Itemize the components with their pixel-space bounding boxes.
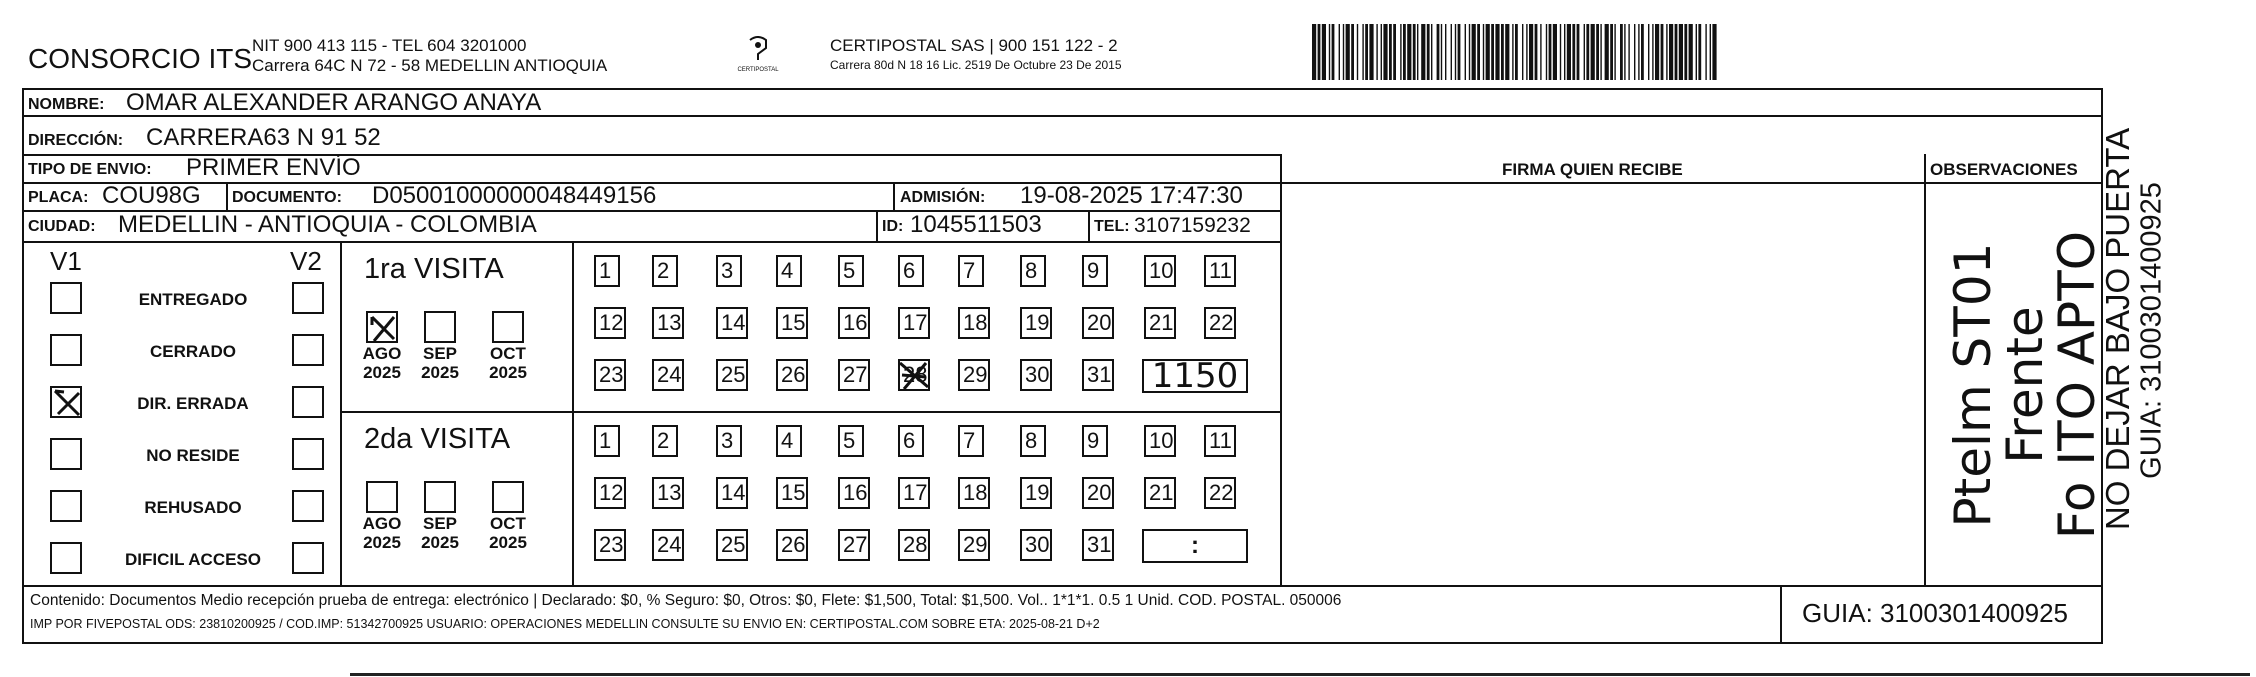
day-cell[interactable]: 16 — [838, 307, 870, 339]
v1-checkbox[interactable] — [50, 282, 82, 314]
day-cell[interactable]: 11 — [1204, 255, 1236, 287]
tipo-envio-value: PRIMER ENVÍO — [186, 154, 361, 181]
month-name: OCT — [490, 514, 526, 533]
firma-label: FIRMA QUIEN RECIBE — [1502, 160, 1683, 179]
month-checkbox[interactable] — [366, 481, 398, 513]
day-cell[interactable]: 15 — [776, 307, 808, 339]
day-cell[interactable]: 1 — [594, 255, 620, 287]
month-year: 2025 — [363, 363, 401, 382]
logo-mark-icon — [738, 36, 778, 62]
side-warning: NO DEJAR BAJO PUERTA — [2099, 127, 2136, 531]
barcode — [1312, 24, 1720, 80]
visit-title: 1ra VISITA — [364, 253, 504, 285]
check-mark-icon — [52, 388, 84, 420]
admision-label: ADMISIÓN: — [900, 189, 986, 206]
placa-label: PLACA: — [28, 189, 89, 206]
day-cell[interactable]: 22 — [1204, 307, 1236, 339]
footer-guia: GUIA: 3100301400925 — [1802, 598, 2068, 628]
observaciones-handwriting — [1928, 186, 2106, 582]
day-cell[interactable]: 14 — [716, 307, 748, 339]
direccion-value: CARRERA63 N 91 52 — [146, 124, 381, 151]
v1-checkbox[interactable] — [50, 490, 82, 522]
day-cell[interactable]: 5 — [838, 255, 864, 287]
v1-checkbox[interactable] — [50, 334, 82, 366]
day-cell[interactable]: 6 — [898, 425, 924, 457]
month-label — [488, 514, 528, 552]
day-check-mark-icon — [896, 357, 934, 398]
month-label — [362, 514, 402, 552]
day-cell[interactable]: 16 — [838, 477, 870, 509]
footer-content-line: Contenido: Documentos Medio recepción prueba de entrega: electrónico | Declarado: $0, % Seguro: $0, Otros: $0, Flete: $1,500, Total: $1,500. Vol.. 1*1*1. 0.5 1 Unid. COD. POSTAL. 050006 — [30, 592, 1342, 609]
status-option-label: REHUSADO — [144, 498, 242, 517]
visit-time-box[interactable] — [1142, 356, 1248, 396]
day-cell[interactable]: 3 — [716, 255, 742, 287]
month-checkbox[interactable] — [424, 481, 456, 513]
day-cell[interactable]: 22 — [1204, 477, 1236, 509]
day-cell[interactable]: 24 — [652, 359, 684, 391]
day-cell[interactable]: 27 — [838, 359, 870, 391]
month-name: AGO — [362, 514, 402, 533]
month-year: 2025 — [421, 533, 459, 552]
check-mark-icon — [368, 313, 400, 345]
admision-value: 19-08-2025 17:47:30 — [1020, 182, 1243, 209]
documento-label: DOCUMENTO: — [232, 189, 342, 206]
day-cell[interactable]: 12 — [594, 477, 626, 509]
v1-checkbox[interactable] — [50, 542, 82, 574]
day-cell[interactable]: 11 — [1204, 425, 1236, 457]
day-cell[interactable]: 18 — [958, 477, 990, 509]
company-name: CONSORCIO ITS — [28, 43, 253, 74]
month-label — [420, 344, 460, 382]
v2-checkbox[interactable] — [292, 490, 324, 522]
day-cell[interactable]: 5 — [838, 425, 864, 457]
day-cell[interactable]: 31 — [1082, 359, 1114, 391]
day-cell[interactable]: 17 — [898, 477, 930, 509]
logo-text: CERTIPOSTAL — [737, 67, 779, 73]
v2-checkbox[interactable] — [292, 438, 324, 470]
day-cell[interactable]: 15 — [776, 477, 808, 509]
day-cell[interactable]: 26 — [776, 359, 808, 391]
day-cell[interactable]: 28 — [898, 529, 930, 561]
day-cell[interactable]: 23 — [594, 529, 626, 561]
month-label — [420, 514, 460, 552]
id-label: ID: — [882, 218, 904, 235]
v1-label: V1 — [50, 246, 82, 276]
day-cell[interactable]: 2 — [652, 255, 678, 287]
day-cell[interactable]: 2 — [652, 425, 678, 457]
direccion-label: DIRECCIÓN: — [28, 132, 124, 149]
status-option-label: ENTREGADO — [138, 290, 248, 309]
day-cell[interactable]: 10 — [1144, 255, 1176, 287]
observaciones-label: OBSERVACIONES — [1930, 160, 2078, 179]
visit-time-box[interactable] — [1142, 529, 1248, 563]
ciudad-value: MEDELLIN - ANTIOQUIA - COLOMBIA — [118, 211, 537, 238]
tel-value: 3107159232 — [1134, 214, 1251, 237]
day-cell[interactable]: 14 — [716, 477, 748, 509]
month-year: 2025 — [363, 533, 401, 552]
day-cell[interactable]: 19 — [1020, 477, 1052, 509]
status-option-label: DIR. ERRADA — [137, 394, 249, 413]
id-value: 1045511503 — [910, 211, 1042, 238]
day-cell[interactable]: 30 — [1020, 529, 1052, 561]
day-cell[interactable]: 26 — [776, 529, 808, 561]
month-year: 2025 — [489, 533, 527, 552]
handwritten-line-1: Ptelm ST01 — [1944, 242, 2002, 528]
day-cell[interactable]: 7 — [958, 425, 984, 457]
month-checkbox[interactable] — [492, 481, 524, 513]
day-cell[interactable]: 21 — [1144, 477, 1176, 509]
day-cell[interactable]: 28 — [898, 359, 930, 391]
day-cell[interactable]: 20 — [1082, 477, 1114, 509]
v2-checkbox[interactable] — [292, 334, 324, 366]
side-guia: GUIA: 3100301400925 — [2135, 182, 2168, 479]
barcode-icon — [1312, 24, 1720, 80]
day-cell[interactable]: 4 — [776, 255, 802, 287]
month-name: OCT — [490, 344, 526, 363]
day-cell[interactable]: 17 — [898, 307, 930, 339]
documento-value: D05001000000048449156 — [372, 182, 657, 209]
company-line-1: NIT 900 413 115 - TEL 604 3201000 — [252, 36, 527, 55]
month-checkbox[interactable] — [492, 311, 524, 343]
tel-label: TEL: — [1094, 218, 1130, 235]
day-cell[interactable]: 13 — [652, 307, 684, 339]
day-cell[interactable]: 9 — [1082, 425, 1108, 457]
v2-label: V2 — [290, 246, 322, 276]
day-cell[interactable]: 21 — [1144, 307, 1176, 339]
visit-time: 1150 — [1151, 356, 1239, 396]
month-label — [488, 344, 528, 382]
day-cell[interactable]: 4 — [776, 425, 802, 457]
status-option-label: NO RESIDE — [146, 446, 240, 465]
carrier-line-2: Carrera 80d N 18 16 Lic. 2519 De Octubre 23 De 2015 — [830, 58, 1122, 72]
visit-title: 2da VISITA — [364, 423, 511, 455]
day-cell[interactable]: 18 — [958, 307, 990, 339]
day-cell[interactable]: 19 — [1020, 307, 1052, 339]
visit-time: : — [1191, 532, 1199, 559]
day-cell[interactable]: 3 — [716, 425, 742, 457]
day-cell[interactable]: 20 — [1082, 307, 1114, 339]
day-cell[interactable]: 31 — [1082, 529, 1114, 561]
footer-print-line: IMP POR FIVEPOSTAL ODS: 23810200925 / COD.IMP: 51342700925 USUARIO: OPERACIONES MEDELLIN CONSULTE SU ENVIO EN: CERTIPOSTAL.COM SOBRE ETA: 2025-08-21 D+2 — [30, 617, 1100, 631]
day-cell[interactable]: 30 — [1020, 359, 1052, 391]
month-name: SEP — [422, 344, 458, 363]
nombre-value: OMAR ALEXANDER ARANGO ANAYA — [126, 89, 542, 116]
day-cell[interactable]: 8 — [1020, 425, 1046, 457]
month-name: AGO — [362, 344, 402, 363]
day-cell[interactable]: 13 — [652, 477, 684, 509]
handwritten-line-2: Frente — [1996, 306, 2054, 464]
v2-checkbox[interactable] — [292, 386, 324, 418]
day-cell[interactable]: 25 — [716, 359, 748, 391]
day-cell[interactable]: 29 — [958, 529, 990, 561]
day-cell[interactable]: 25 — [716, 529, 748, 561]
day-cell[interactable]: 29 — [958, 359, 990, 391]
day-cell[interactable]: 24 — [652, 529, 684, 561]
status-option-label: CERRADO — [150, 342, 236, 361]
day-cell[interactable]: 12 — [594, 307, 626, 339]
day-cell[interactable]: 7 — [958, 255, 984, 287]
day-cell[interactable]: 8 — [1020, 255, 1046, 287]
month-checkbox[interactable] — [424, 311, 456, 343]
day-cell[interactable]: 9 — [1082, 255, 1108, 287]
month-name: SEP — [422, 514, 458, 533]
month-checkbox[interactable] — [366, 311, 398, 343]
day-cell[interactable]: 10 — [1144, 425, 1176, 457]
month-label — [362, 344, 402, 382]
v2-checkbox[interactable] — [292, 542, 324, 574]
v1-checkbox[interactable] — [50, 438, 82, 470]
v2-checkbox[interactable] — [292, 282, 324, 314]
status-option-label: DIFICIL ACCESO — [124, 550, 261, 569]
ciudad-label: CIUDAD: — [28, 218, 96, 235]
nombre-label: NOMBRE: — [28, 96, 105, 113]
day-cell[interactable]: 1 — [594, 425, 620, 457]
v1-checkbox[interactable] — [50, 386, 82, 418]
day-cell[interactable]: 27 — [838, 529, 870, 561]
company-line-2: Carrera 64C N 72 - 58 MEDELLIN ANTIOQUIA — [252, 56, 608, 75]
day-cell[interactable]: 23 — [594, 359, 626, 391]
carrier-line-1: CERTIPOSTAL SAS | 900 151 122 - 2 — [830, 36, 1118, 55]
placa-value: COU98G — [102, 182, 201, 209]
month-year: 2025 — [421, 363, 459, 382]
month-year: 2025 — [489, 363, 527, 382]
certipostal-logo — [728, 36, 788, 80]
day-cell[interactable]: 6 — [898, 255, 924, 287]
handwritten-line-3: Fo ITO APTO — [2048, 230, 2106, 540]
tipo-envio-label: TIPO DE ENVIO: — [28, 161, 152, 178]
